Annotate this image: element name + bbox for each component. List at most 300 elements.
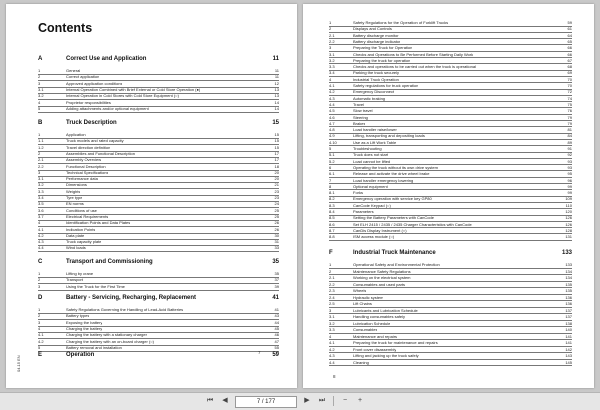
entry-title: Operational Safety and Environmental Protection <box>353 262 440 267</box>
entry-number: 1.1 <box>38 138 44 144</box>
entry-number: 3.2 <box>329 57 335 63</box>
first-page-icon[interactable]: ⏮ <box>206 397 214 404</box>
entry-title: Set ELH 2415 / 2435 / 2435 Charger Characteristics with CanCode <box>353 221 472 227</box>
entry-title: Automatic braking <box>353 95 386 101</box>
entry-page: 72 <box>567 89 572 95</box>
entry-page: 99 <box>567 183 572 189</box>
entry-title: Conditions of use <box>66 207 97 213</box>
entry-page: 12 <box>274 80 279 86</box>
entry-title: Functional Description <box>66 163 106 169</box>
entry-number: 2.2 <box>329 281 335 287</box>
entry-page: 59 <box>567 20 572 25</box>
toc-section-heading[interactable] <box>38 352 279 361</box>
section-title: Battery - Servicing, Recharging, Replacement <box>66 295 197 301</box>
entry-number: 7 <box>329 177 332 183</box>
entry-title: Identification Points and Data Plates <box>66 220 131 226</box>
entry-page: 92 <box>567 152 572 158</box>
section-title: Truck Description <box>66 120 117 126</box>
entry-title: Consumables <box>353 327 378 332</box>
left-page <box>6 4 297 388</box>
entry-number: 2.2 <box>38 163 44 169</box>
toc-entry[interactable] <box>38 284 279 291</box>
entry-title: Safety Regulations Governing the Handling of Lead-Acid Batteries <box>66 307 184 312</box>
entry-title: Truck models and rated capacity <box>66 138 124 144</box>
entry-page: 14 <box>274 105 279 111</box>
entry-title: Parking the truck securely <box>353 70 400 76</box>
entry-page: 91 <box>567 146 572 151</box>
entry-page: 33 <box>274 245 279 251</box>
contents-title: Contents <box>38 21 93 35</box>
entry-title: Travel <box>353 101 364 107</box>
entry-number: 6 <box>329 164 332 170</box>
entry-number: 4.6 <box>329 114 335 120</box>
entry-number: 3.3 <box>329 64 335 70</box>
entry-page: 43 <box>274 313 279 319</box>
entry-number: 1 <box>329 20 332 25</box>
entry-page: 79 <box>567 114 572 120</box>
prev-page-icon[interactable]: ◀ <box>222 397 228 404</box>
entry-number: 8.5 <box>329 215 335 221</box>
entry-title: Handling consumables safely <box>353 314 406 319</box>
entry-number: 4.2 <box>38 232 44 238</box>
entry-title: Transport <box>66 277 83 283</box>
entry-title: Using the Truck for the First Time <box>66 283 125 289</box>
entry-page: 110 <box>565 202 572 208</box>
entry-page: 79 <box>567 120 572 126</box>
section-letter: C <box>38 259 43 265</box>
entry-page: 84 <box>567 133 572 139</box>
entry-page: 67 <box>567 57 572 63</box>
entry-number: 8.3 <box>329 202 335 208</box>
entry-number: 1 <box>38 132 41 137</box>
entry-title: Displays and Controls <box>353 26 392 32</box>
entry-number: 3.1 <box>38 86 44 92</box>
entry-page: 136 <box>565 301 572 306</box>
entry-title: Data plate <box>66 232 85 238</box>
entry-number: 3.3 <box>329 327 335 332</box>
entry-page: 61 <box>567 26 572 32</box>
section-page: 11 <box>272 56 279 62</box>
entry-page: 70 <box>567 76 572 82</box>
entry-page: 137 <box>565 307 572 313</box>
entry-number: 1 <box>329 262 332 267</box>
toc-entry[interactable] <box>329 234 572 241</box>
entry-number: 3.1 <box>329 314 335 319</box>
entry-title: Battery types <box>66 313 90 319</box>
entry-page: 15 <box>274 138 279 144</box>
entry-number: 3.4 <box>329 70 335 76</box>
entry-page: 41 <box>274 307 279 312</box>
entry-title: Wheels <box>353 288 367 293</box>
entry-number: 4.2 <box>329 346 335 352</box>
entry-page: 137 <box>565 314 572 319</box>
entry-title: Truck does not start <box>353 152 389 158</box>
section-page: 35 <box>272 259 279 265</box>
entry-title: General <box>66 68 81 73</box>
next-page-icon[interactable]: ▶ <box>304 397 310 404</box>
entry-page: 141 <box>565 340 572 345</box>
entry-number: 6.1 <box>329 171 335 177</box>
entry-title: Parameters <box>353 209 374 214</box>
entry-title: Indication Points <box>66 226 96 232</box>
entry-page: 81 <box>567 127 572 133</box>
entry-number: 8.1 <box>329 190 335 196</box>
entry-number: 4.7 <box>329 120 335 126</box>
entry-title: Maintenance Safety Regulations <box>353 268 411 274</box>
entry-page: 24 <box>274 201 279 207</box>
section-page: 133 <box>561 250 572 256</box>
entry-page: 141 <box>565 333 572 339</box>
entry-page: 20 <box>274 176 279 182</box>
entry-page: 31 <box>274 239 279 245</box>
entry-number: 8.8 <box>329 234 335 240</box>
entry-title: Charging the battery <box>66 325 103 331</box>
entry-title: Industrial Truck Operation <box>353 76 399 82</box>
entry-page: 69 <box>567 70 572 76</box>
entry-title: Adding attachments and/or optional equipment <box>66 105 149 111</box>
toc-section-heading[interactable] <box>38 120 279 129</box>
entry-number: 3.2 <box>329 320 335 326</box>
entry-page: 126 <box>565 215 572 221</box>
entry-number: 4.3 <box>38 239 44 245</box>
toc-section-heading[interactable] <box>329 250 572 258</box>
entry-title: Proprietor responsibilities <box>66 99 111 105</box>
zoom-in-icon[interactable]: + <box>357 397 363 404</box>
entry-number: 8 <box>329 183 332 189</box>
entry-title: Weights <box>66 188 81 194</box>
entry-number: 3.4 <box>38 195 44 200</box>
entry-page: 13 <box>274 86 279 92</box>
entry-title: Maintenance and repairs <box>353 333 398 339</box>
toolbar-divider <box>333 396 334 406</box>
entry-number: 3 <box>38 169 41 175</box>
entry-title: Travel direction definition <box>66 144 111 150</box>
entry-number: 5.2 <box>329 158 335 164</box>
entry-number: 3.3 <box>38 188 44 194</box>
entry-page: 76 <box>567 108 572 114</box>
entry-number: 4 <box>38 325 41 331</box>
toc-entry[interactable] <box>38 345 279 352</box>
entry-number: 2 <box>38 313 41 319</box>
entry-number: 5 <box>329 146 332 151</box>
entry-page: 14 <box>274 99 279 105</box>
entry-page: 93 <box>567 164 572 170</box>
entry-number: 3 <box>329 45 332 51</box>
entry-number: 4.2 <box>329 89 335 95</box>
entry-page: 18 <box>274 163 279 169</box>
entry-title: Electrical Requirements <box>66 213 109 219</box>
entry-title: Lubrication Schedule <box>353 320 391 326</box>
entry-number: 4.4 <box>329 101 335 107</box>
entry-title: Setting the Battery Parameters with CanCode <box>353 215 434 221</box>
entry-number: 8.7 <box>329 227 335 233</box>
entry-number: 4.3 <box>329 353 335 358</box>
entry-page: 35 <box>274 271 279 276</box>
entry-number: 1 <box>38 307 41 312</box>
entry-page: 109 <box>565 196 572 202</box>
entry-title: Preparing the Truck for Operation <box>353 45 413 51</box>
toc-entry[interactable] <box>38 245 279 252</box>
section-title: Transport and Commissioning <box>66 259 153 265</box>
entry-title: Correct application <box>66 74 100 80</box>
entry-number: 2.1 <box>329 275 335 280</box>
entry-title: Charging the battery with a stationary charger <box>66 332 147 338</box>
entry-number: 4.1 <box>38 226 44 232</box>
entry-page: 25 <box>274 207 279 213</box>
entry-page: 99 <box>567 190 572 196</box>
entry-number: 4 <box>38 220 41 226</box>
entry-number: 4 <box>329 76 332 82</box>
entry-title: Truck capacity plate <box>66 239 102 245</box>
entry-page: 13 <box>274 93 279 99</box>
entry-number: 3 <box>38 319 41 325</box>
entry-title: CanDis Display Instrument (○) <box>353 227 407 233</box>
entry-page: 47 <box>274 338 279 344</box>
entry-title: Application <box>66 132 86 137</box>
entry-title: Approved application conditions <box>66 80 123 86</box>
entry-number: 3.2 <box>38 93 44 99</box>
entry-number: 2 <box>329 268 332 274</box>
entry-number: 4.5 <box>329 108 335 114</box>
entry-title: Front cover disassembly <box>353 346 397 352</box>
entry-title: Use as a Lift Work Table <box>353 139 397 145</box>
entry-number: 4.8 <box>329 127 335 133</box>
entry-title: Operating the truck without its own drive system <box>353 164 438 170</box>
entry-title: Battery discharge indicator <box>353 38 401 44</box>
entry-number: 3.6 <box>38 207 44 213</box>
document-code: 04.15 EN <box>16 355 21 372</box>
entry-title: Load handler emergency lowering <box>353 177 414 183</box>
entry-title: Hydraulic system <box>353 294 384 300</box>
entry-number: 2 <box>38 74 41 80</box>
entry-page: 75 <box>567 101 572 107</box>
entry-page: 135 <box>565 288 572 293</box>
toc-entry[interactable] <box>329 360 572 367</box>
entry-title: EN norms <box>66 201 84 207</box>
entry-title: Checks and Operations to Be Performed Before Starting Daily Work <box>353 51 474 57</box>
entry-number: 3.1 <box>38 176 44 182</box>
entry-page: 26 <box>274 220 279 226</box>
entry-page: 64 <box>567 32 572 38</box>
entry-page: 15 <box>274 132 279 137</box>
toc-section-heading[interactable] <box>38 295 279 304</box>
entry-title: Emergency Disconnect <box>353 89 395 95</box>
section-page: 59 <box>272 352 279 358</box>
entry-title: Preparing the truck for maintenance and repairs <box>353 340 438 345</box>
left-page-number: 7 <box>258 350 261 355</box>
entry-page: 93 <box>567 158 572 164</box>
entry-page: 17 <box>274 157 279 163</box>
entry-title: Tyre type <box>66 195 83 200</box>
entry-page: 95 <box>567 171 572 177</box>
entry-page: 23 <box>274 188 279 194</box>
entry-title: ISM access module (○) <box>353 234 395 240</box>
section-letter: E <box>38 352 43 358</box>
section-page: 41 <box>272 295 279 301</box>
entry-page: 135 <box>565 281 572 287</box>
entry-page: 23 <box>274 195 279 200</box>
entry-number: 5 <box>38 344 41 350</box>
section-title: Operation <box>66 352 95 358</box>
entry-page: 26 <box>274 226 279 232</box>
entry-number: 1.2 <box>38 144 44 150</box>
entry-page: 96 <box>567 177 572 183</box>
pdf-toolbar <box>0 392 600 410</box>
entry-number: 4.1 <box>38 332 44 338</box>
entry-number: 4.10 <box>329 139 337 145</box>
entry-title: Safety regulations for truck operation <box>353 83 419 88</box>
entry-page: 15 <box>274 144 279 150</box>
entry-number: 3.5 <box>38 201 44 207</box>
entry-number: 2.4 <box>329 294 335 300</box>
entry-page: 11 <box>274 68 279 73</box>
entry-title: Charging the battery with an on-board charger (○) <box>66 338 155 344</box>
entry-page: 39 <box>274 283 279 289</box>
entry-page: 143 <box>565 353 572 358</box>
entry-number: 3 <box>38 80 41 86</box>
entry-page: 120 <box>565 209 572 214</box>
entry-title: Battery removal and installation <box>66 344 122 350</box>
entry-title: Battery discharge monitor <box>353 32 399 38</box>
entry-page: 134 <box>565 275 572 280</box>
entry-page: 20 <box>274 169 279 175</box>
entry-number: 3 <box>38 283 41 289</box>
entry-title: Internal Operation Combined with Brief External or Cold Store Operation (●) <box>66 86 201 92</box>
entry-title: Dimensions <box>66 182 87 188</box>
entry-number: 3 <box>329 307 332 313</box>
entry-number: 2 <box>329 26 332 32</box>
entry-page: 131 <box>565 234 572 240</box>
entry-number: 3.7 <box>38 213 44 219</box>
entry-page: 17 <box>274 150 279 156</box>
entry-number: 8.2 <box>329 196 335 202</box>
entry-number: 4 <box>329 333 332 339</box>
entry-number: 4.1 <box>329 340 335 345</box>
entry-number: 4.4 <box>38 245 44 251</box>
entry-page: 138 <box>565 320 572 326</box>
entry-title: Lubricants and Lubrication Schedule <box>353 307 418 313</box>
section-letter: D <box>38 295 43 301</box>
entry-page: 21 <box>274 182 279 188</box>
zoom-out-icon[interactable]: − <box>342 397 348 404</box>
section-letter: F <box>329 250 333 256</box>
toc-section-heading[interactable] <box>38 56 279 65</box>
entry-title: Performance data <box>66 176 98 182</box>
entry-page: 89 <box>567 139 572 145</box>
entry-page: 66 <box>567 45 572 51</box>
entry-title: Cleaning <box>353 359 369 365</box>
section-page: 15 <box>272 120 279 126</box>
entry-number: 4.9 <box>329 133 335 139</box>
entry-page: 68 <box>567 64 572 70</box>
entry-page: 65 <box>567 38 572 44</box>
entry-number: 4 <box>38 99 41 105</box>
entry-title: Lift Chains <box>353 301 372 306</box>
entry-page: 74 <box>567 95 572 101</box>
entry-title: Technical Specifications <box>66 169 109 175</box>
entry-page: 145 <box>565 359 572 365</box>
entry-number: 8.4 <box>329 209 335 214</box>
entry-page: 55 <box>274 344 279 350</box>
entry-number: 2.1 <box>329 32 335 38</box>
entry-page: 45 <box>274 325 279 331</box>
entry-title: Working on the electrical system <box>353 275 411 280</box>
entry-title: Lifting, transporting and depositing loads <box>353 133 425 139</box>
entry-title: Wind loads <box>66 245 86 251</box>
section-title: Correct Use and Application <box>66 56 147 62</box>
entry-page: 126 <box>565 221 572 227</box>
entry-title: Steering <box>353 114 368 120</box>
entry-title: Assembly Overview <box>66 157 102 163</box>
entry-title: Preparing the truck for operation <box>353 57 411 63</box>
entry-title: Load cannot be lifted <box>353 158 391 164</box>
entry-title: Forks <box>353 190 363 196</box>
entry-number: 2 <box>38 150 41 156</box>
entry-page: 70 <box>567 83 572 88</box>
entry-number: 4.4 <box>329 359 335 365</box>
entry-page: 133 <box>565 262 572 267</box>
entry-title: Release and activate the drive wheel brake <box>353 171 430 177</box>
entry-title: Assemblies and Functional Description <box>66 150 135 156</box>
entry-title: Optional equipment <box>353 183 388 189</box>
section-letter: B <box>38 120 43 126</box>
toc-section-heading[interactable] <box>38 259 279 268</box>
entry-number: 5 <box>38 105 41 111</box>
entry-title: Lifting by crane <box>66 271 94 276</box>
entry-page: 142 <box>565 346 572 352</box>
entry-page: 128 <box>565 227 572 233</box>
entry-page: 136 <box>565 294 572 300</box>
entry-number: 8.6 <box>329 221 335 227</box>
entry-title: Checks and operations to be carried out when the truck is operational <box>353 64 476 70</box>
section-letter: A <box>38 56 43 62</box>
section-title: Industrial Truck Maintenance <box>353 250 436 256</box>
entry-number: 5.1 <box>329 152 335 158</box>
entry-number: 4.1 <box>329 83 335 88</box>
entry-page: 66 <box>567 51 572 57</box>
entry-title: Consumables and used parts <box>353 281 406 287</box>
entry-title: Brakes <box>353 120 366 126</box>
entry-number: 4.2 <box>38 338 44 344</box>
entry-page: 11 <box>274 74 279 80</box>
entry-number: 1 <box>38 68 41 73</box>
entry-number: 2.5 <box>329 301 335 306</box>
entry-number: 1 <box>38 271 41 276</box>
entry-page: 140 <box>565 327 572 332</box>
toc-entry[interactable] <box>38 106 279 113</box>
last-page-icon[interactable]: ⏭ <box>318 397 326 404</box>
entry-page: 30 <box>274 232 279 238</box>
entry-number: 3.2 <box>38 182 44 188</box>
entry-page: 46 <box>274 332 279 338</box>
entry-number: 4.3 <box>329 95 335 101</box>
entry-title: Internal Operation in Cold Stores with Cold Store Equipment (○) <box>66 93 179 99</box>
right-page-number: 8 <box>333 374 336 379</box>
right-page <box>303 4 594 388</box>
entry-title: Troubleshooting <box>353 146 382 151</box>
entry-page: 25 <box>274 213 279 219</box>
entry-title: Slow travel <box>353 108 373 114</box>
entry-title: Exposing the battery <box>66 319 103 325</box>
page-indicator[interactable]: 7 / 177 <box>235 396 297 408</box>
entry-page: 44 <box>274 319 279 325</box>
entry-title: Load handler raise/lower <box>353 127 397 133</box>
entry-number: 2.2 <box>329 38 335 44</box>
entry-number: 2.3 <box>329 288 335 293</box>
entry-number: 3.1 <box>329 51 335 57</box>
entry-title: Lifting and jacking up the truck safely <box>353 353 419 358</box>
entry-number: 2 <box>38 277 41 283</box>
